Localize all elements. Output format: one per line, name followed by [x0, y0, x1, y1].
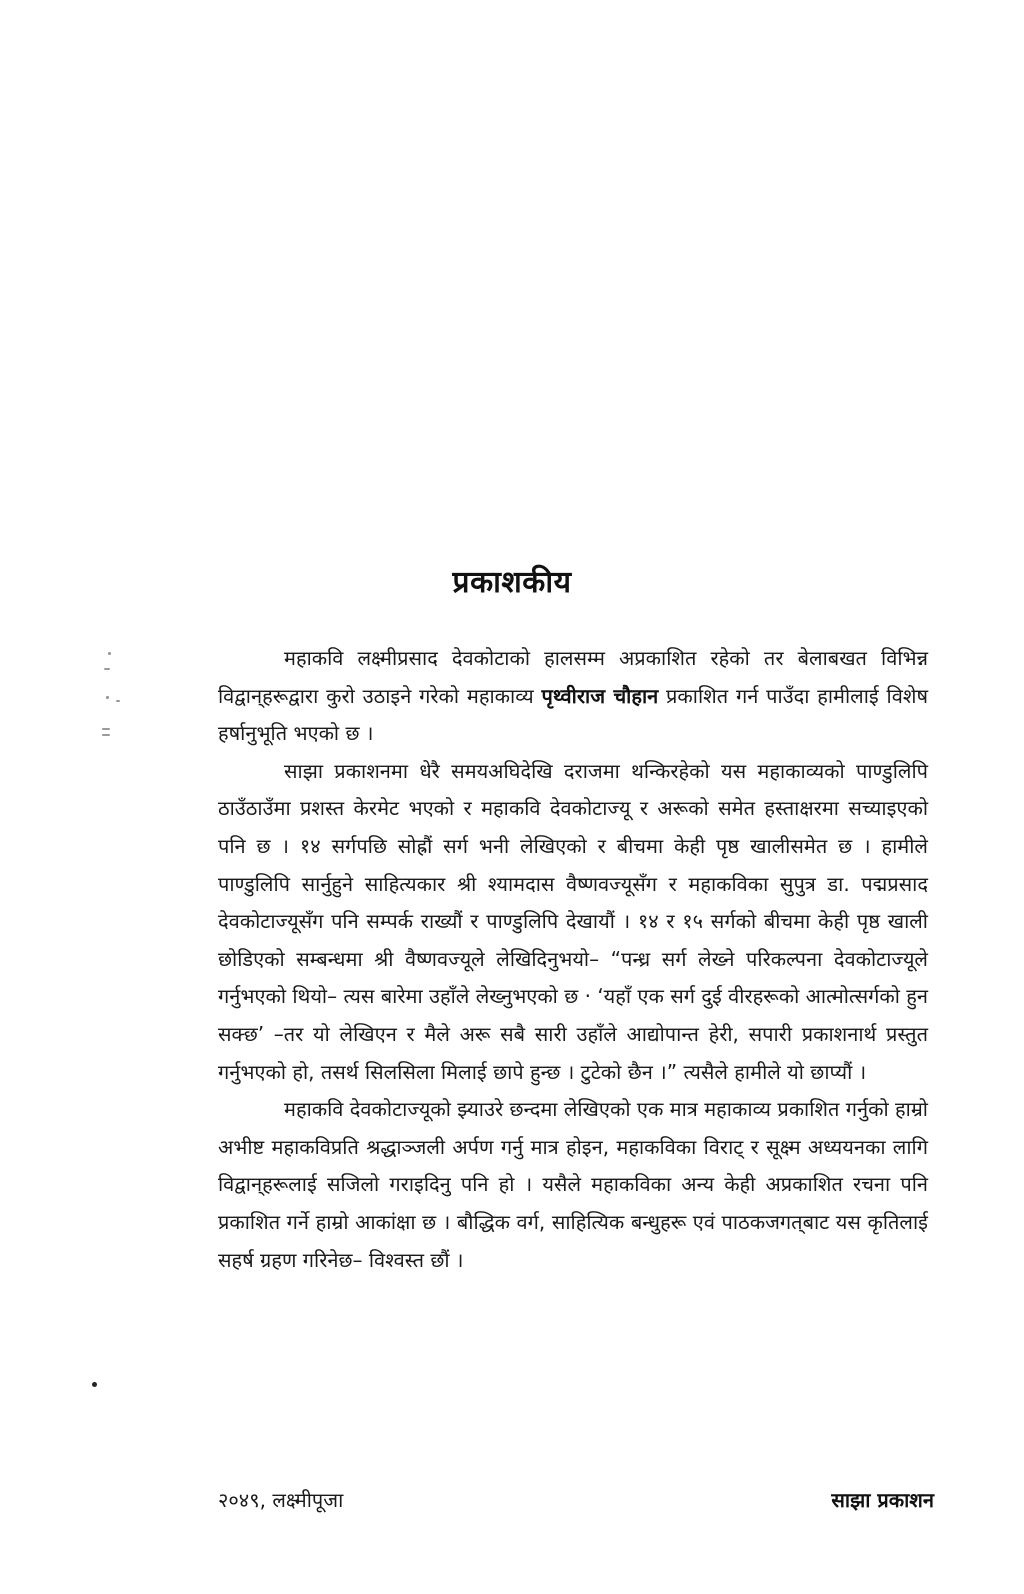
margin-smudge: [116, 700, 120, 702]
margin-smudge: [102, 734, 110, 736]
paragraph-1-text-b: प्रकाशित गर्न पाउँदा हामीलाई विशेष हर्षानुभूति भएको छ ।: [218, 683, 928, 746]
margin-dot: [92, 1382, 97, 1387]
footer-publisher: साझा प्रकाशन: [831, 1488, 934, 1512]
margin-smudge: [104, 668, 110, 670]
page-title: प्रकाशकीय: [452, 565, 572, 600]
margin-smudge: [102, 728, 110, 730]
footer-date: २०४९, लक्ष्मीपूजा: [218, 1488, 344, 1512]
paragraph-1: [218, 640, 928, 753]
body-text: [218, 640, 928, 1279]
margin-smudge: [106, 696, 109, 699]
book-title-bold: पृथ्वीराज चौहान: [541, 683, 659, 708]
margin-smudge: [108, 652, 111, 655]
paragraph-1-text-a: महाकवि लक्ष्मीप्रसाद देवकोटाको हालसम्म अप्रकाशित रहेको तर बेलाबखत विभिन्न विद्वान्‌हरूद्वारा कुरो उठाइने गरेको महाकाव्य: [218, 646, 928, 708]
paragraph-2: साझा प्रकाशनमा धेरै समयअघिदेखि दराजमा थन्किरहेको यस महाकाव्यको पाण्डुलिपि ठाउँठाउँमा प्रशस्त केरमेट भएको र महाकवि देवकोटाज्यू र अरूको समेत हस्ताक्षरमा सच्याइएको पनि छ । १४ सर्गपछि सोह्रौं सर्ग भनी लेखिएको र बीचमा केही पृष्ठ खालीसमेत छ । हामीले पाण्डुलिपि सार्नुहुने साहित्यकार श्री श्यामदास वैष्णवज्यूसँग र महाकविका सुपुत्र डा. पद्मप्रसाद देवकोटाज्यूसँग पनि सम्पर्क राख्यौं र पाण्डुलिपि देखायौं । १४ र १५ सर्गको बीचमा केही पृष्ठ खाली छोडिएको सम्बन्धमा श्री वैष्णवज्यूले लेखिदिनुभयो– “पन्ध्र सर्ग लेख्ने परिकल्पना देवकोटाज्यूले गर्नुभएको थियो– त्यस बारेमा उहाँले लेख्नुभएको छ · ‘यहाँ एक सर्ग दुई वीरहरूको आत्मोत्सर्गको हुन सक्छ’ –तर यो लेखिएन र मैले अरू सबै सारी उहाँले आद्योपान्त हेरी, सपारी प्रकाशनार्थ प्रस्तुत गर्नुभएको हो, तसर्थ सिलसिला मिलाई छापे हुन्छ । टुटेको छैन ।” त्यसैले हामीले यो छाप्यौं ।: [218, 758, 928, 1084]
paragraph-3: महाकवि देवकोटाज्यूको झ्याउरे छन्दमा लेखिएको एक मात्र महाकाव्य प्रकाशित गर्नुको हाम्रो अभीष्ट महाकविप्रति श्रद्धाञ्जली अर्पण गर्नु मात्र होइन, महाकविका विराट् र सूक्ष्म अध्ययनका लागि विद्वान्‌हरूलाई सजिलो गराइदिनु पनि हो । यसैले महाकविका अन्य केही अप्रकाशित रचना पनि प्रकाशित गर्ने हाम्रो आकांक्षा छ । बौद्धिक वर्ग, साहित्यिक बन्धुहरू एवं पाठकजगत्‌बाट यस कृतिलाई सहर्ष ग्रहण गरिनेछ– विश्वस्त छौं ।: [218, 1097, 928, 1272]
